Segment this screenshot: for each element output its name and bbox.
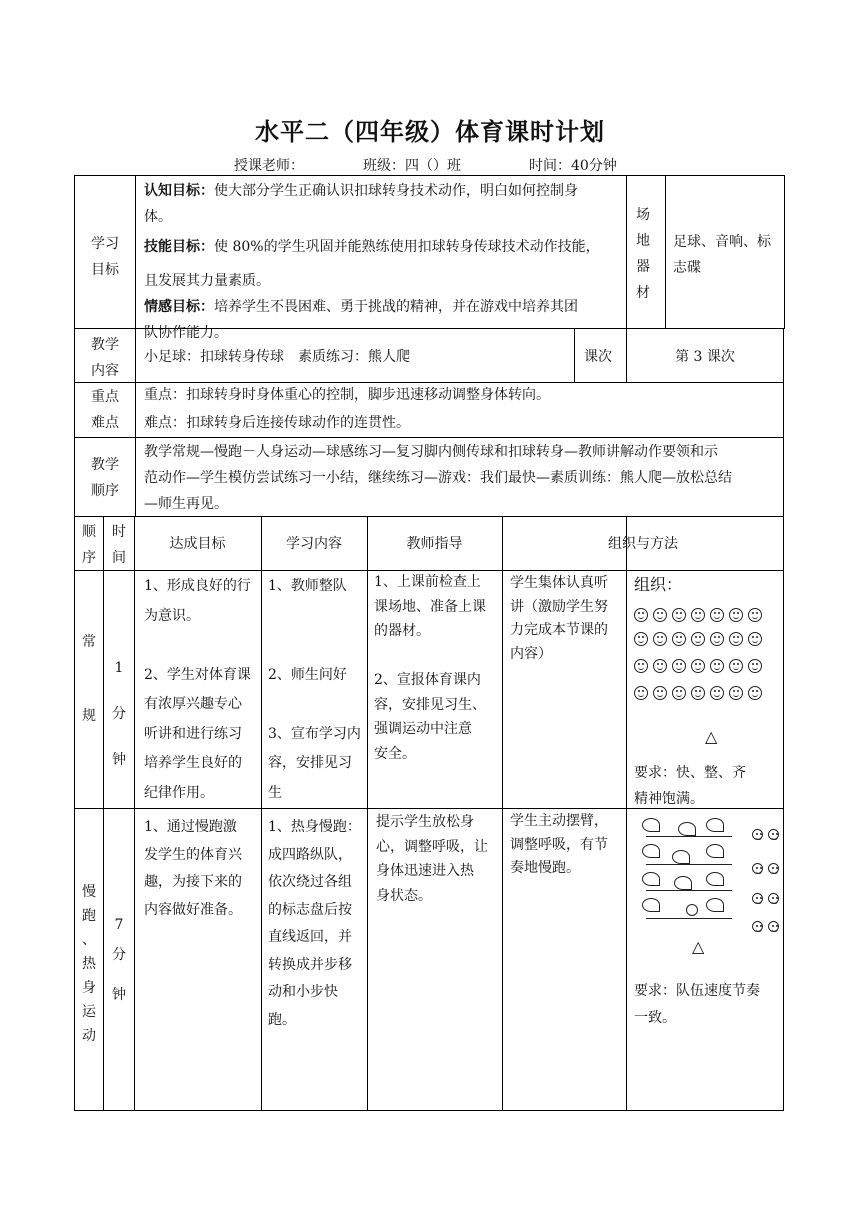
page-title: 水平二（四年级）体育课时计划 [255, 118, 605, 146]
lesson-label: 课次 [584, 349, 612, 365]
jogging-formation-diagram [640, 814, 785, 934]
teacher-position-icon-2: △ [692, 937, 705, 956]
header-sequence: 顺 序 [82, 524, 96, 566]
organization-label: 组织： [634, 575, 683, 594]
row1-method: 学生集体认真听 讲（激励学生努 力完成本节课的 内容） [510, 575, 608, 662]
content-text: 小足球：扣球转身传球 素质练习：熊人爬 [144, 349, 410, 365]
row1-requirement: 要求：快、整、齐 精神饱满。 [634, 765, 746, 807]
cognitive-goal-text-2: 体。 [144, 209, 172, 225]
row2-requirement: 要求：队伍速度节奏 一致。 [634, 983, 760, 1026]
row2-time: 7 分 钟 [112, 917, 126, 1003]
row2-method: 学生主动摆臂， 调整呼吸，有节 奏地慢跑。 [510, 813, 608, 876]
row1-guide: 1、上课前检查上 课场地、准备上课 的器材。 2、宣报体育课内 容，安排见习生、 强调运动中注意 安全。 [374, 574, 486, 762]
row1-study: 1、教师整队 2、师生问好 3、宣布学习内 容，安排见习 生 [268, 578, 361, 801]
header-goal: 达成目标 [169, 536, 226, 552]
row1-time: 1 分 钟 [112, 660, 126, 768]
lesson-number: 第 3 课次 [675, 349, 735, 365]
venue-equipment: 足球、音响、标 志碟 [673, 234, 771, 276]
difficulty-text: 难点：扣球转身后连接传球动作的连贯性。 [144, 415, 410, 431]
emotion-goal-label: 情感目标： [144, 299, 214, 315]
header-study: 学习内容 [286, 536, 342, 552]
goals-label: 学习 目标 [91, 236, 119, 278]
class-label: 班级：四（）班 [363, 158, 461, 174]
row1-goal: 1、形成良好的行 为意识。 2、学生对体育课 有浓厚兴趣专心 听讲和进行练习 培养学生良好的 纪律作用。 [144, 578, 251, 801]
row2-study: 1、热身慢跑： 成四路纵队， 依次绕过各组 的标志盘后按 直线返回，并 转换成并步移 动和小步快 跑。 [268, 819, 361, 1028]
row2-goal: 1、通过慢跑激 发学生的体育兴 趣，为接下来的 内容做好准备。 [144, 819, 242, 918]
teacher-position-icon: △ [705, 727, 718, 746]
teacher-label: 授课老师： [234, 158, 304, 174]
venue-label: 场 地 器 材 [636, 207, 650, 301]
skill-goal-label: 技能目标： [144, 239, 214, 255]
content-label: 教学 内容 [91, 337, 119, 379]
order-label: 教学 顺序 [91, 457, 119, 499]
header-guide: 教师指导 [406, 536, 463, 552]
skill-goal-text-2: 且发展其力量素质。 [144, 273, 270, 289]
teaching-order-text: 教学常规—慢跑－人身运动—球感练习—复习脚内侧传球和扣球转身—教师讲解动作要领和示 范动作—学生模仿尝试练习一小结，继续练习—游戏：我们最快—素质训练：熊人爬—放松总结 —师生再见。 [144, 444, 732, 512]
row2-sequence: 慢 跑 、 热 身 运 动 [82, 884, 96, 1044]
cognitive-goal-text: 使大部分学生正确认识扣球转身技术动作，明白如何控制身 [214, 183, 578, 199]
key-label: 重点 难点 [91, 389, 119, 431]
header-time: 时 间 [112, 524, 126, 566]
header-organization: 组织与方法 [608, 536, 678, 552]
time-label: 时间：40分钟 [529, 158, 617, 174]
row1-sequence: 常 规 [82, 634, 96, 724]
emotion-goal-text-2: 队协作能力。 [144, 325, 228, 341]
row2-guide: 提示学生放松身 心，调整呼吸，让 身体迅速进入热 身状态。 [376, 814, 488, 904]
key-point-text: 重点：扣球转身时身体重心的控制，脚步迅速移动调整身体转向。 [144, 387, 550, 403]
cognitive-goal-label: 认知目标： [144, 183, 214, 199]
emotion-goal-text: 培养学生不畏困难、勇于挑战的精神，并在游戏中培养其团 [214, 299, 578, 315]
student-formation [634, 604, 784, 709]
skill-goal-text: 使 80%的学生巩固并能熟练使用扣球转身传球技术动作技能， [214, 239, 600, 255]
